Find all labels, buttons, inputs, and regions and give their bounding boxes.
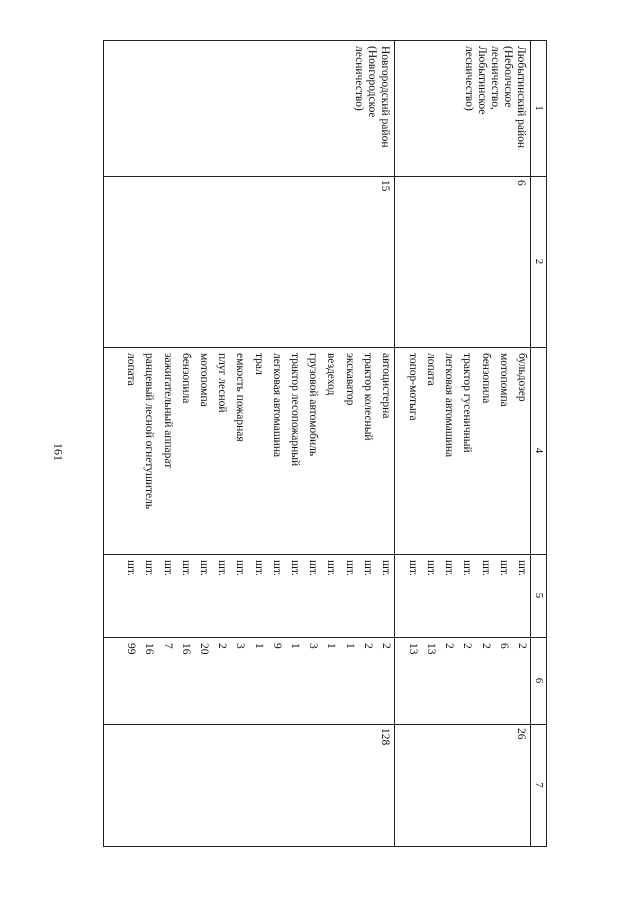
column-header: 6 (533, 677, 545, 684)
item-quantity: 6 (497, 643, 510, 649)
item-quantity: 3 (234, 643, 247, 649)
item-quantity: 2 (380, 643, 392, 649)
column-divider (103, 554, 547, 555)
table-viewport (103, 40, 547, 847)
item-unit: шт. (307, 560, 320, 576)
item-quantity: 1 (289, 643, 301, 649)
item-unit: шт. (289, 560, 301, 576)
item-quantity: 1 (252, 643, 265, 649)
item-name: трактор гусеничный (461, 353, 474, 453)
district-name: Любытинский район (Неболчское лесничество, Любытинское лесничество) (463, 46, 527, 149)
item-unit: шт. (380, 560, 392, 576)
district-name: Новгородский район (Новгородское лесничество) (353, 46, 391, 148)
group-separator (394, 40, 395, 847)
item-name: лопата (425, 353, 437, 386)
item-quantity: 1 (325, 643, 338, 649)
item-unit: шт. (516, 560, 528, 576)
item-quantity: 13 (425, 643, 437, 655)
item-name: топор-мотыга (406, 353, 419, 421)
column-header: 2 (533, 258, 545, 265)
item-unit: шт. (406, 560, 419, 576)
item-name: трактор колесный (361, 353, 374, 441)
item-name: экскаватор (343, 353, 356, 406)
column-divider (103, 176, 547, 177)
equipment-table (103, 40, 547, 847)
item-name: плуг лесной (216, 353, 229, 413)
item-unit: шт. (443, 560, 456, 576)
item-unit: шт. (479, 560, 492, 576)
item-unit: шт. (234, 560, 247, 576)
item-name: легковая автомашина (270, 353, 283, 458)
item-name: емкость пожарная (234, 353, 247, 442)
item-quantity: 16 (179, 643, 192, 655)
item-name: легковая автомашина (443, 353, 456, 458)
item-name: автоцистерна (380, 353, 392, 419)
item-unit: шт. (143, 560, 156, 576)
item-quantity: 2 (516, 643, 528, 649)
item-quantity: 9 (270, 643, 283, 649)
item-name: лопата (125, 353, 138, 386)
item-name: мотопомпа (497, 353, 510, 407)
item-quantity: 2 (443, 643, 456, 649)
item-quantity: 3 (307, 643, 320, 649)
item-name: трал (252, 353, 265, 375)
item-unit: шт. (125, 560, 138, 576)
column-header: 4 (533, 447, 545, 454)
item-quantity: 20 (198, 643, 210, 655)
item-quantity: 7 (161, 643, 174, 649)
item-name: бензопила (479, 353, 492, 404)
district-count: 6 (515, 180, 527, 186)
item-name: бензопила (179, 353, 192, 404)
table-left-border (103, 40, 547, 41)
item-quantity: 13 (406, 643, 419, 655)
item-name: вездеход (325, 353, 338, 396)
item-unit: шт. (216, 560, 229, 576)
column-header: 7 (533, 782, 545, 788)
item-unit: шт. (361, 560, 374, 576)
item-unit: шт. (425, 560, 437, 576)
item-unit: шт. (343, 560, 356, 576)
item-quantity: 99 (125, 643, 138, 655)
table-bottom-border (103, 40, 104, 847)
item-unit: шт. (270, 560, 283, 576)
item-unit: шт. (325, 560, 338, 576)
item-name: трактор лесопожарный (289, 353, 301, 467)
item-quantity: 2 (461, 643, 474, 649)
item-unit: шт. (461, 560, 474, 576)
item-name: зажигательный аппарат (161, 353, 174, 469)
item-name: бульдозер (516, 353, 528, 402)
item-quantity: 2 (216, 643, 229, 649)
district-count: 15 (379, 180, 391, 192)
column-divider (103, 637, 547, 638)
district-total: 128 (379, 728, 391, 746)
item-quantity: 1 (343, 643, 356, 649)
item-quantity: 2 (479, 643, 492, 649)
column-divider (103, 347, 547, 348)
item-name: ранцевый лесной огнетушитель (143, 353, 156, 510)
item-name: мотопомпа (198, 353, 210, 407)
item-unit: шт. (252, 560, 265, 576)
district-total: 26 (515, 728, 527, 740)
item-name: грузовой автомобиль (307, 353, 320, 457)
item-quantity: 16 (143, 643, 156, 655)
table-right-border (103, 846, 547, 847)
item-unit: шт. (161, 560, 174, 576)
column-divider (103, 724, 547, 725)
item-unit: шт. (198, 560, 210, 576)
item-quantity: 2 (361, 643, 374, 649)
page-number: 161 (51, 443, 66, 461)
column-header: 1 (533, 105, 545, 111)
column-header: 5 (533, 592, 545, 599)
item-unit: шт. (497, 560, 510, 576)
item-unit: шт. (179, 560, 192, 576)
